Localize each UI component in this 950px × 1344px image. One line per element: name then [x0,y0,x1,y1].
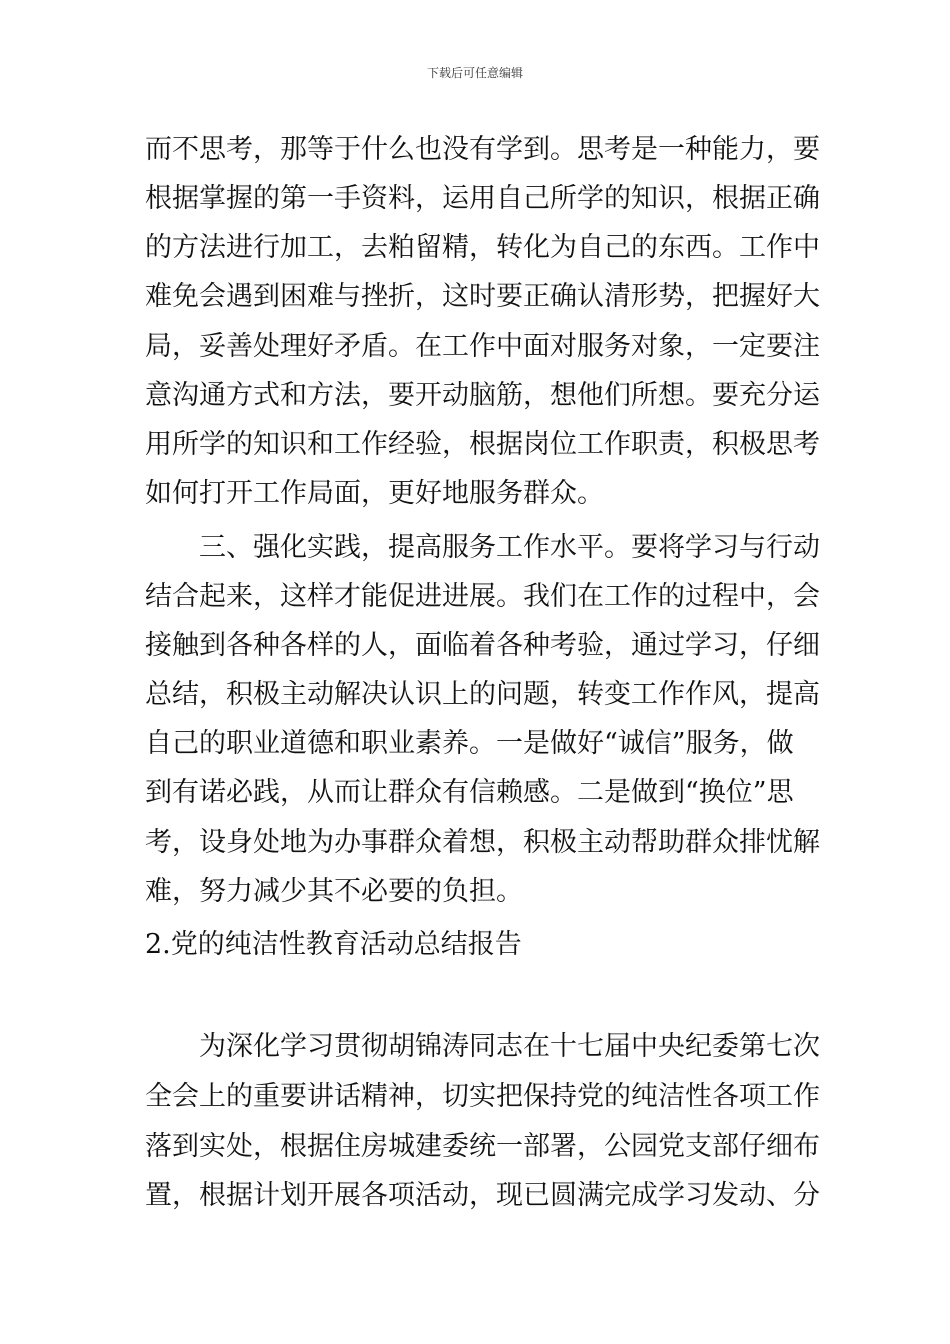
body-text-line: 自己的职业道德和职业素养。一是做好“诚信”服务，做 [145,728,794,759]
paragraph-start-line: 为深化学习贯彻胡锦涛同志在十七届中央纪委第七次 [199,1031,820,1062]
body-text-line: 局，妥善处理好矛盾。在工作中面对服务对象，一定要注 [145,331,820,362]
body-text-line: 全会上的重要讲话精神，切实把保持党的纯洁性各项工作 [145,1081,820,1112]
paragraph-start-line: 三、强化实践，提高服务工作水平。要将学习与行动 [199,532,820,563]
body-text-line: 如何打开工作局面，更好地服务群众。 [145,478,604,509]
body-text-line: 到有诺必践，从而让群众有信赖感。二是做到“换位”思 [145,777,794,808]
body-text-line: 用所学的知识和工作经验，根据岗位工作职责，积极思考 [145,429,820,460]
body-text-line: 意沟通方式和方法，要开动脑筋，想他们所想。要充分运 [145,380,820,411]
body-text-line: 根据掌握的第一手资料，运用自己所学的知识，根据正确 [145,183,820,214]
body-text-line: 考，设身处地为办事群众着想，积极主动帮助群众排忧解 [145,827,820,858]
page-header: 下载后可任意编辑 [426,66,523,80]
body-text-line: 置，根据计划开展各项活动，现已圆满完成学习发动、分 [145,1180,820,1211]
body-text-line: 的方法进行加工，去粕留精，转化为自己的东西。工作中 [145,232,820,263]
section-heading: 2.党的纯洁性教育活动总结报告 [145,929,522,960]
body-text-line: 难免会遇到困难与挫折，这时要正确认清形势，把握好大 [145,281,820,312]
body-text-line: 而不思考，那等于什么也没有学到。思考是一种能力，要 [145,134,820,165]
body-text-line: 接触到各种各样的人，面临着各种考验，通过学习，仔细 [145,630,820,661]
body-text-line: 总结，积极主动解决认识上的问题，转变工作作风，提高 [145,679,820,710]
body-text-line: 难，努力减少其不必要的负担。 [145,876,523,907]
body-text-line: 结合起来，这样才能促进进展。我们在工作的过程中，会 [145,581,820,612]
body-text-line: 落到实处，根据住房城建委统一部署，公园党支部仔细布 [145,1131,820,1162]
